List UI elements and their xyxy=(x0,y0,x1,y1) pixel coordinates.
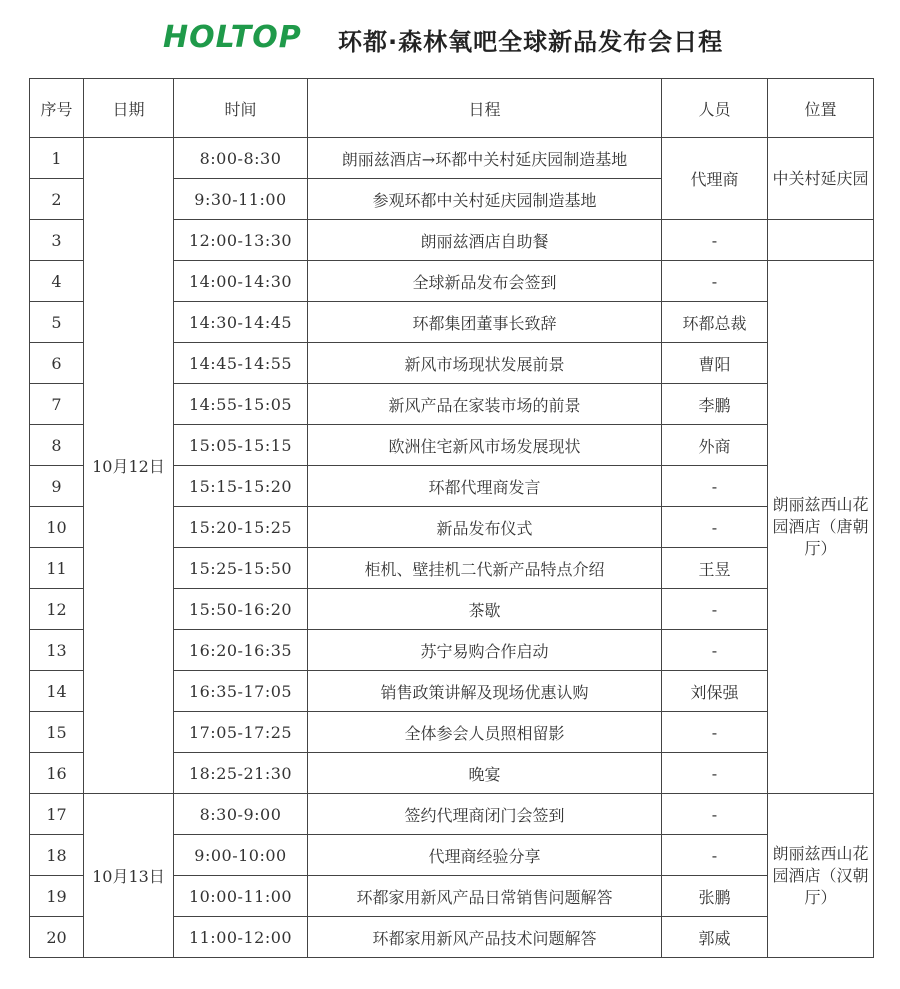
schedule-cell: 签约代理商闭门会签到 xyxy=(308,794,662,835)
schedule-cell: 参观环都中关村延庆园制造基地 xyxy=(308,179,662,220)
row-number: 7 xyxy=(30,384,84,425)
person-cell: - xyxy=(662,630,768,671)
row-number: 8 xyxy=(30,425,84,466)
schedule-cell: 茶歇 xyxy=(308,589,662,630)
col-header-schedule: 日程 xyxy=(308,79,662,138)
table-row xyxy=(30,138,874,179)
schedule-cell: 全球新品发布会签到 xyxy=(308,261,662,302)
person-cell: 外商 xyxy=(662,425,768,466)
person-cell: 代理商 xyxy=(662,138,768,220)
time-cell: 12:00-13:30 xyxy=(174,220,308,261)
row-number: 1 xyxy=(30,138,84,179)
time-cell: 14:45-14:55 xyxy=(174,343,308,384)
time-cell: 8:30-9:00 xyxy=(174,794,308,835)
person-cell: - xyxy=(662,712,768,753)
col-header-location: 位置 xyxy=(768,79,874,138)
person-cell: 李鹏 xyxy=(662,384,768,425)
col-header-time: 时间 xyxy=(174,79,308,138)
schedule-cell: 环都集团董事长致辞 xyxy=(308,302,662,343)
row-number: 19 xyxy=(30,876,84,917)
schedule-cell: 朗丽兹酒店→环都中关村延庆园制造基地 xyxy=(308,138,662,179)
person-cell: - xyxy=(662,753,768,794)
location-cell xyxy=(768,220,874,261)
time-cell: 15:15-15:20 xyxy=(174,466,308,507)
header-row xyxy=(30,79,874,138)
time-cell: 10:00-11:00 xyxy=(174,876,308,917)
holtop-logo: HOLTOP xyxy=(163,20,302,55)
location-cell: 朗丽兹西山花园酒店（汉朝厅） xyxy=(768,794,874,958)
schedule-cell: 环都家用新风产品技术问题解答 xyxy=(308,917,662,958)
table-row xyxy=(30,794,874,835)
col-header-date: 日期 xyxy=(84,79,174,138)
schedule-cell: 苏宁易购合作启动 xyxy=(308,630,662,671)
time-cell: 15:05-15:15 xyxy=(174,425,308,466)
person-cell: 刘保强 xyxy=(662,671,768,712)
person-cell: - xyxy=(662,261,768,302)
row-number: 4 xyxy=(30,261,84,302)
row-number: 12 xyxy=(30,589,84,630)
row-number: 2 xyxy=(30,179,84,220)
row-number: 10 xyxy=(30,507,84,548)
person-cell: 郭威 xyxy=(662,917,768,958)
person-cell: - xyxy=(662,466,768,507)
person-cell: 王昱 xyxy=(662,548,768,589)
row-number: 14 xyxy=(30,671,84,712)
schedule-cell: 销售政策讲解及现场优惠认购 xyxy=(308,671,662,712)
time-cell: 16:20-16:35 xyxy=(174,630,308,671)
time-cell: 8:00-8:30 xyxy=(174,138,308,179)
time-cell: 14:00-14:30 xyxy=(174,261,308,302)
row-number: 5 xyxy=(30,302,84,343)
schedule-cell: 新风市场现状发展前景 xyxy=(308,343,662,384)
schedule-cell: 环都代理商发言 xyxy=(308,466,662,507)
row-number: 6 xyxy=(30,343,84,384)
schedule-table xyxy=(29,78,874,958)
time-cell: 15:50-16:20 xyxy=(174,589,308,630)
time-cell: 15:25-15:50 xyxy=(174,548,308,589)
time-cell: 11:00-12:00 xyxy=(174,917,308,958)
row-number: 15 xyxy=(30,712,84,753)
time-cell: 15:20-15:25 xyxy=(174,507,308,548)
location-cell: 中关村延庆园 xyxy=(768,138,874,220)
schedule-cell: 新风产品在家装市场的前景 xyxy=(308,384,662,425)
time-cell: 16:35-17:05 xyxy=(174,671,308,712)
time-cell: 9:30-11:00 xyxy=(174,179,308,220)
person-cell: 张鹏 xyxy=(662,876,768,917)
row-number: 17 xyxy=(30,794,84,835)
schedule-cell: 新品发布仪式 xyxy=(308,507,662,548)
date-cell: 10月12日 xyxy=(84,138,174,794)
row-number: 20 xyxy=(30,917,84,958)
row-number: 18 xyxy=(30,835,84,876)
person-cell: 曹阳 xyxy=(662,343,768,384)
time-cell: 14:55-15:05 xyxy=(174,384,308,425)
schedule-cell: 欧洲住宅新风市场发展现状 xyxy=(308,425,662,466)
person-cell: - xyxy=(662,794,768,835)
schedule-cell: 全体参会人员照相留影 xyxy=(308,712,662,753)
col-header-no: 序号 xyxy=(30,79,84,138)
row-number: 13 xyxy=(30,630,84,671)
person-cell: - xyxy=(662,507,768,548)
schedule-cell: 朗丽兹酒店自助餐 xyxy=(308,220,662,261)
schedule-cell: 柜机、壁挂机二代新产品特点介绍 xyxy=(308,548,662,589)
person-cell: - xyxy=(662,220,768,261)
time-cell: 9:00-10:00 xyxy=(174,835,308,876)
time-cell: 17:05-17:25 xyxy=(174,712,308,753)
row-number: 11 xyxy=(30,548,84,589)
col-header-person: 人员 xyxy=(662,79,768,138)
row-number: 16 xyxy=(30,753,84,794)
person-cell: - xyxy=(662,835,768,876)
schedule-cell: 代理商经验分享 xyxy=(308,835,662,876)
date-cell: 10月13日 xyxy=(84,794,174,958)
page-title: 环都·森林氧吧全球新品发布会日程 xyxy=(338,28,724,56)
page-header xyxy=(0,0,900,74)
location-cell: 朗丽兹西山花园酒店（唐朝厅） xyxy=(768,261,874,794)
schedule-cell: 环都家用新风产品日常销售问题解答 xyxy=(308,876,662,917)
person-cell: 环都总裁 xyxy=(662,302,768,343)
time-cell: 14:30-14:45 xyxy=(174,302,308,343)
time-cell: 18:25-21:30 xyxy=(174,753,308,794)
person-cell: - xyxy=(662,589,768,630)
schedule-cell: 晚宴 xyxy=(308,753,662,794)
row-number: 9 xyxy=(30,466,84,507)
row-number: 3 xyxy=(30,220,84,261)
